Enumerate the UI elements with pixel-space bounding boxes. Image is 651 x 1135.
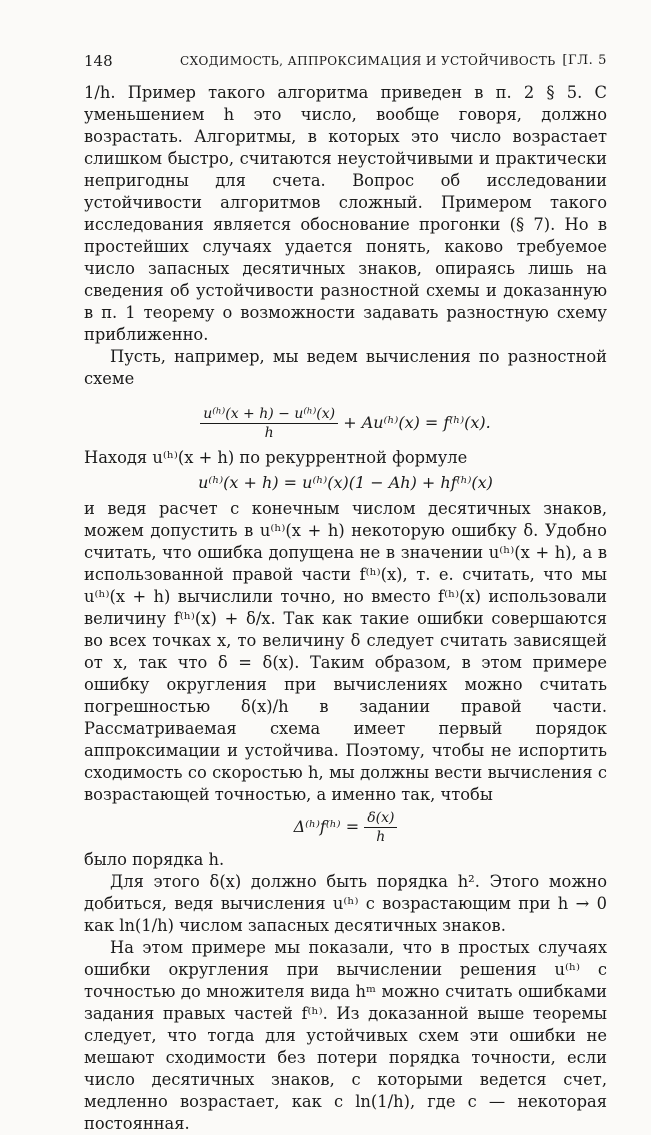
difference-scheme-formula	[84, 406, 607, 441]
paragraph-3: Находя u⁽ʰ⁾(x + h) по рекуррентной формуле	[84, 448, 468, 467]
paragraph-1: 1/h. Пример такого алгоритма приведен в п. 2 § 5. С уменьшением h это число, вообще говоря, должно возрастать. Алгоритмы, в которых это число возрастает слишком быстро, считаются неустойчивыми и практически непригодны для счета. Вопрос об исследовании устойчивости алгоритмов сложный. Примером такого исследования является обоснование прогонки (§ 7). Но в простейших случаях удается понять, каково требуемое число запасных десятичных знаков, опираясь лишь на сведения об устойчивости разностной схемы и доказанную в п. 1 теорему о возможности задавать разностную схему приближенно.	[84, 83, 607, 344]
chapter-marker: [ГЛ. 5	[562, 53, 607, 68]
scheme-formula-rest: + Au⁽ʰ⁾(x) = f⁽ʰ⁾(x).	[343, 413, 491, 432]
paragraph-7: На этом примере мы показали, что в простых случаях ошибки округления при вычислении решения u⁽ʰ⁾ с точностью до множителя вида hᵐ можно считать ошибками задания правых частей f⁽ʰ⁾. Из доказанной выше теоремы следует, что тогда для устойчивых схем эти ошибки не мешают сходимости без потери порядка точности, если число десятичных знаков, с которыми ведется счет, медленно возрастает, как c ln(1/h), где c — некоторая постоянная.	[84, 938, 607, 1133]
scheme-fraction	[200, 406, 338, 441]
page-header	[84, 52, 607, 82]
error-fraction	[364, 810, 397, 845]
running-title: СХОДИМОСТЬ, АППРОКСИМАЦИЯ И УСТОЙЧИВОСТЬ	[180, 54, 556, 68]
error-formula	[84, 810, 607, 845]
recurrence-formula: u⁽ʰ⁾(x + h) = u⁽ʰ⁾(x)(1 − Ah) + hf⁽ʰ⁾(x)	[198, 473, 493, 492]
paragraph-2: Пусть, например, мы ведем вычисления по разностной схеме	[84, 347, 607, 388]
paragraph-6: Для этого δ(x) должно быть порядка h². Этого можно добиться, ведя вычисления u⁽ʰ⁾ с возрастающим при h → 0 как ln(1/h) числом запасных десятичных знаков.	[84, 872, 607, 935]
scheme-fraction-denominator: h	[264, 425, 274, 441]
paragraph-5: было порядка h.	[84, 850, 225, 869]
scheme-fraction-numerator: u⁽ʰ⁾(x + h) − u⁽ʰ⁾(x)	[200, 406, 338, 424]
error-fraction-denominator: h	[376, 829, 386, 845]
page-number: 148	[84, 52, 113, 70]
paragraph-4: и ведя расчет с конечным числом десятичных знаков, можем допустить в u⁽ʰ⁾(x + h) некоторую ошибку δ. Удобно считать, что ошибка допущена не в значении u⁽ʰ⁾(x + h), а в использованной правой части f⁽ʰ⁾(x), т. е. считать, что мы u⁽ʰ⁾(x + h) вычислили точно, но вместо f⁽ʰ⁾(x) использовали величину f⁽ʰ⁾(x) + δ/x. Так как такие ошибки совершаются во всех точках x, то величину δ следует считать зависящей от x, так что δ = δ(x). Таким образом, в этом примере ошибку округления при вычислениях можно считать погрешностью δ(x)/h в задании правой части. Рассматриваемая схема имеет первый порядок аппроксимации и устойчива. Поэтому, чтобы не испортить сходимость со скоростью h, мы должны вести вычисления с возрастающей точностью, а именно так, чтобы	[84, 499, 607, 804]
error-fraction-numerator: δ(x)	[364, 810, 397, 828]
error-formula-left: Δ⁽ʰ⁾f⁽ʰ⁾ =	[293, 817, 360, 836]
